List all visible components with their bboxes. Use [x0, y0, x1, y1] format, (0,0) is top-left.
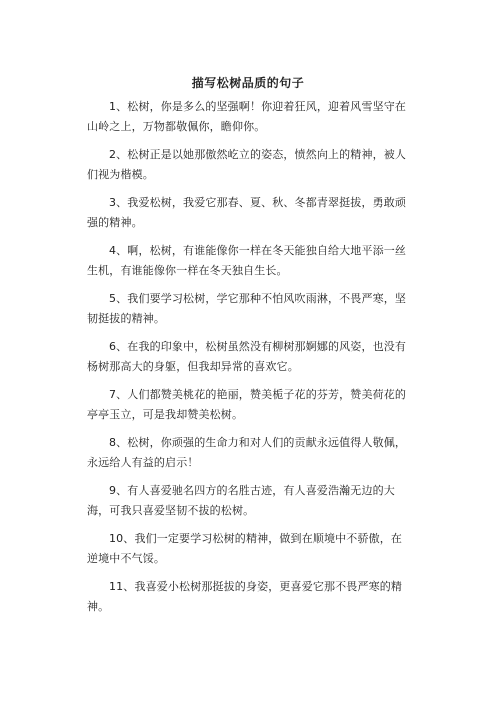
paragraph-10: 10、我们一定要学习松树的精神，做到在顺境中不骄傲，在逆境中不气馁。 — [87, 532, 403, 565]
paragraph-6: 6、在我的印象中，松树虽然没有柳树那婀娜的风姿，也没有杨树那高大的身躯，但我却异常的喜欢它。 — [87, 340, 407, 373]
document-body — [87, 97, 412, 625]
paragraph-3: 3、我爱松树，我爱它那春、夏、秋、冬都青翠挺拔，勇敢顽强的精神。 — [87, 196, 407, 229]
paragraph-4: 4、啊，松树，有谁能像你一样在冬天能独自给大地平添一丝生机，有谁能像你一样在冬天独自生长。 — [87, 244, 407, 277]
paragraph-11: 11、我喜爱小松树那挺拔的身姿，更喜爱它那不畏严寒的精神。 — [87, 580, 403, 613]
paragraph-9: 9、有人喜爱驰名四方的名胜古迹，有人喜爱浩瀚无边的大海，可我只喜爱坚韧不拔的松树。 — [87, 484, 395, 517]
paragraph-2: 2、松树正是以她那傲然屹立的姿态，愤然向上的精神，被人们视为楷模。 — [87, 148, 407, 181]
paragraph-1: 1、松树，你是多么的坚强啊！你迎着狂风，迎着风雪坚守在山岭之上，万物都敬佩你，瞻仰你。 — [87, 100, 407, 133]
paragraph-8: 8、松树，你顽强的生命力和对人们的贡献永远值得人敬佩，永远给人有益的启示！ — [87, 436, 407, 469]
page-title: 描写松树品质的句子 — [191, 76, 305, 90]
paragraph-7: 7、人们都赞美桃花的艳丽，赞美栀子花的芬芳，赞美荷花的亭亭玉立，可是我却赞美松树。 — [87, 388, 407, 421]
paragraph-5: 5、我们要学习松树，学它那种不怕风吹雨淋，不畏严寒，坚韧挺拔的精神。 — [87, 292, 407, 325]
